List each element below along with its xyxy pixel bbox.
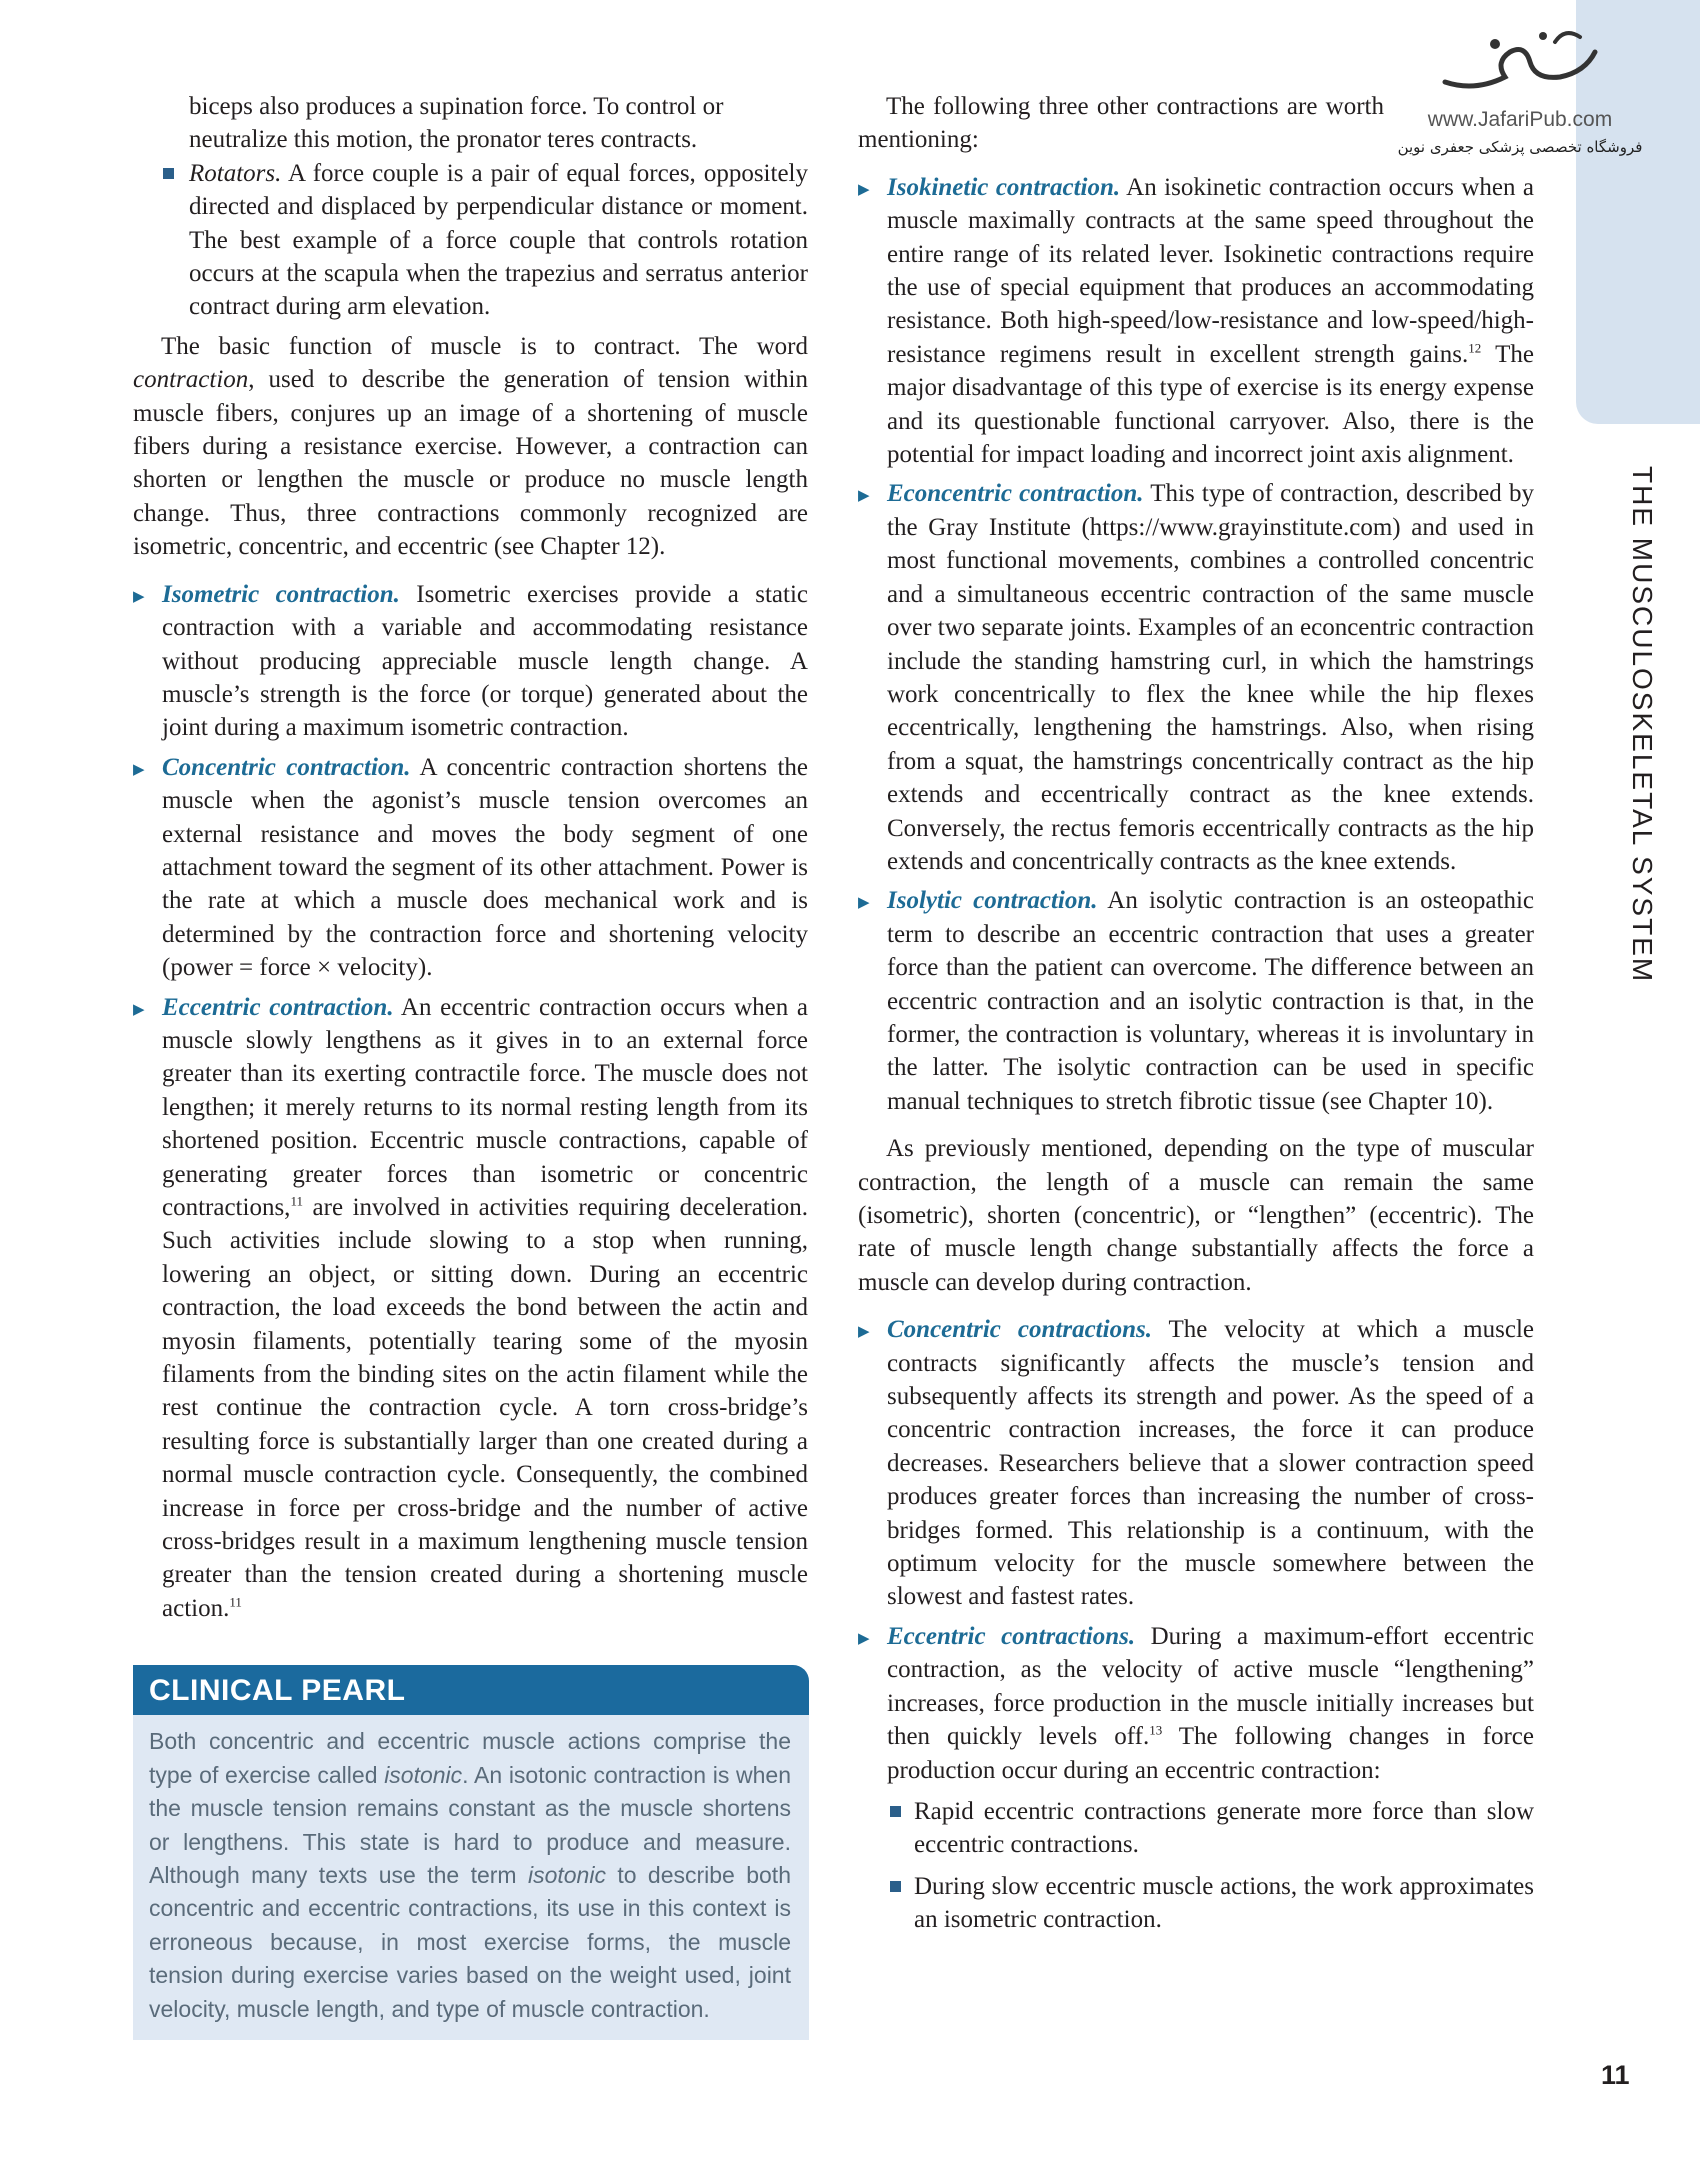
sub-list-item: During slow eccentric muscle actions, the work approximates an isometric contraction.: [858, 1870, 1534, 1937]
basic-function-paragraph: The basic function of muscle is to contract. The word contraction, used to describe the generation of tension within muscle fibers, conjures up an image of a shortening of muscle fibers during a resistance exercise. However, a contraction can shorten or lengthen the muscle or produce no muscle length change. Thus, three contractions commonly recognized are isometric, concentric, and eccentric (see Chapter 12).: [133, 332, 808, 561]
intro-paragraph: The following three other contractions are worth mentioning:: [858, 93, 1384, 154]
isometric-item: ▶ Isometric contraction. Isometric exercises provide a static contraction with a variable and accommodating resistance without producing appreciable muscle length change. A muscle’s strength is the force (or torque) generated about the joint during a maximum isometric contraction.: [133, 580, 808, 742]
triangle-bullet-icon: ▶: [858, 486, 870, 505]
rotators-text: A force couple is a pair of equal forces, oppositely directed and displaced by perpendicular distance or moment. The best example of a force couple that controls rotation occurs at the scapula when the trapezius and serratus anterior contract during arm elevation.: [189, 159, 808, 321]
eccentric-contractions-item: ▶ Eccentric contractions. During a maximum-effort eccentric contraction, as the velocity of active muscle “lengthening” increases, force production in the muscle initially increases but then quickly levels off.$^{13}$ The following changes in force production occur during an eccentric contraction:: [858, 1622, 1534, 1784]
concentric-contractions-item: ▶ Concentric contractions. The velocity at which a muscle contracts significantly affects the muscle’s tension and subsequently affects its strength and power. As the speed of a concentric contraction increases, the force it can produce decreases. Researchers believe that a slower contraction speed produces greater forces than increasing the number of cross-bridges formed. This relationship is a continuum, with the optimum velocity for the muscle somewhere between the slowest and fastest rates.: [858, 1316, 1534, 1611]
isokinetic-item: ▶ Isokinetic contraction. An isokinetic contraction occurs when a muscle maximally contracts at the same speed throughout the entire range of its related lever. Isokinetic contractions require the use of special equipment that produces an accommodating resistance. Both high-speed/low-resistance and low-speed/high-resistance regimens result in excellent strength gains.$^{12}$ The major disadvantage of this type of exercise is its energy expense and its questionable functional carryover. Also, there is the potential for impact loading and incorrect joint axis alignment.: [858, 173, 1534, 469]
continued-text: biceps also produces a supination force. To control or neutralize this motion, the pronator teres contracts.: [189, 93, 724, 154]
publisher-persian-name: فروشگاه تخصصی پزشکی جعفری نوین: [1397, 138, 1643, 156]
triangle-bullet-icon: ▶: [858, 1322, 870, 1341]
triangle-bullet-icon: ▶: [133, 999, 145, 1018]
triangle-bullet-icon: ▶: [858, 179, 870, 198]
length-change-paragraph: As previously mentioned, depending on the type of muscular contraction, the length of a muscle can remain the same (isometric), shorten (concentric), or “lengthen” (eccentric). The rate of muscle length change substantially affects the force a muscle can develop during contraction.: [858, 1135, 1534, 1296]
triangle-bullet-icon: ▶: [133, 586, 145, 605]
triangle-bullet-icon: ▶: [858, 893, 870, 912]
triangle-bullet-icon: ▶: [133, 759, 145, 778]
concentric-item: ▶ Concentric contraction. A concentric contraction shortens the muscle when the agonist’s muscle tension overcomes an external resistance and moves the body segment of one attachment toward the segment of its other attachment. Power is the rate at which a muscle does mechanical work and is determined by the contraction force and shortening velocity (power = force × velocity).: [133, 753, 808, 982]
chapter-side-title: THE MUSCULOSKELETAL SYSTEM: [1627, 466, 1658, 984]
eccentric-item: ▶ Eccentric contraction. An eccentric contraction occurs when a muscle slowly lengthens as it gives in to an external force greater than its exerting contractile force. The muscle does not lengthen; it merely returns to its normal resting length from its shortened position. Eccentric muscle contractions, capable of generating greater forces than isometric or concentric contractions,$^{11}$ are involved in activities requiring deceleration. Such activities include slowing to a stop when running, lowering an object, or sitting down. During an eccentric contraction, the load exceeds the bond between the actin and myosin filaments, potentially tearing some of the myosin filaments from the binding sites on the actin filament while the rest continue the contraction cycle. A torn cross-bridge’s resulting force is substantially larger than one created during a normal muscle contraction cycle. Consequently, the combined increase in force per cross-bridge and the number of active cross-bridges result in a maximum lengthening muscle tension greater than the tension created during a shortening muscle action.$^{11}$: [133, 993, 808, 1622]
square-bullet-icon: [890, 1881, 901, 1892]
clinical-pearl-title: CLINICAL PEARL: [133, 1665, 809, 1715]
isolytic-item: ▶ Isolytic contraction. An isolytic contraction is an osteopathic term to describe an eccentric contraction that uses a greater force than the patient can overcome. The difference between an eccentric contraction and an isolytic contraction is that, in the former, the contraction is voluntary, whereas it is involuntary in the latter. The isolytic contraction can be used in specific manual techniques to stretch fibrotic tissue (see Chapter 10).: [858, 887, 1534, 1115]
rotators-term: Rotators.: [189, 159, 282, 187]
left-column: [133, 90, 808, 2040]
square-bullet-icon: [890, 1806, 901, 1817]
clinical-pearl-text: Both concentric and eccentric muscle actions comprise the type of exercise called isotonic. An isotonic contraction is when the muscle tension remains constant as the muscle shortens or lengthens. This state is hard to produce and measure. Although many texts use the term isotonic to describe both concentric and eccentric contractions, its use in this context is erroneous because, in most exercise forms, the muscle tension during exercise varies based on the weight used, joint velocity, muscle length, and type of muscle contraction.: [133, 1715, 809, 2040]
square-bullet-icon: [163, 168, 174, 179]
sub-list-item: Rapid eccentric contractions generate more force than slow eccentric contractions.: [858, 1795, 1534, 1862]
econcentric-item: ▶ Econcentric contraction. This type of contraction, described by the Gray Institute (https://www.grayinstitute.com) and used in most functional movements, combines a controlled concentric and a simultaneous eccentric contraction of the same muscle over two separate joints. Examples of an econcentric contraction include the standing hamstring curl, in which the hamstrings work concentrically to flex the knee while the hip flexes eccentrically, lengthening the hamstrings. Also, when rising from a squat, the hamstrings concentrically contract as the hip extends and eccentrically contract as the knee extends. Conversely, the rectus femoris eccentrically contracts as the hip extends and concentrically contracts as the knee extends.: [858, 480, 1534, 875]
right-column: [858, 90, 1534, 1937]
clinical-pearl-box: [133, 1665, 809, 2040]
page-number: 11: [1601, 2060, 1630, 2090]
triangle-bullet-icon: ▶: [858, 1628, 870, 1647]
publisher-url: www.JafariPub.com: [1427, 108, 1613, 131]
rotators-list-item: [133, 157, 808, 324]
